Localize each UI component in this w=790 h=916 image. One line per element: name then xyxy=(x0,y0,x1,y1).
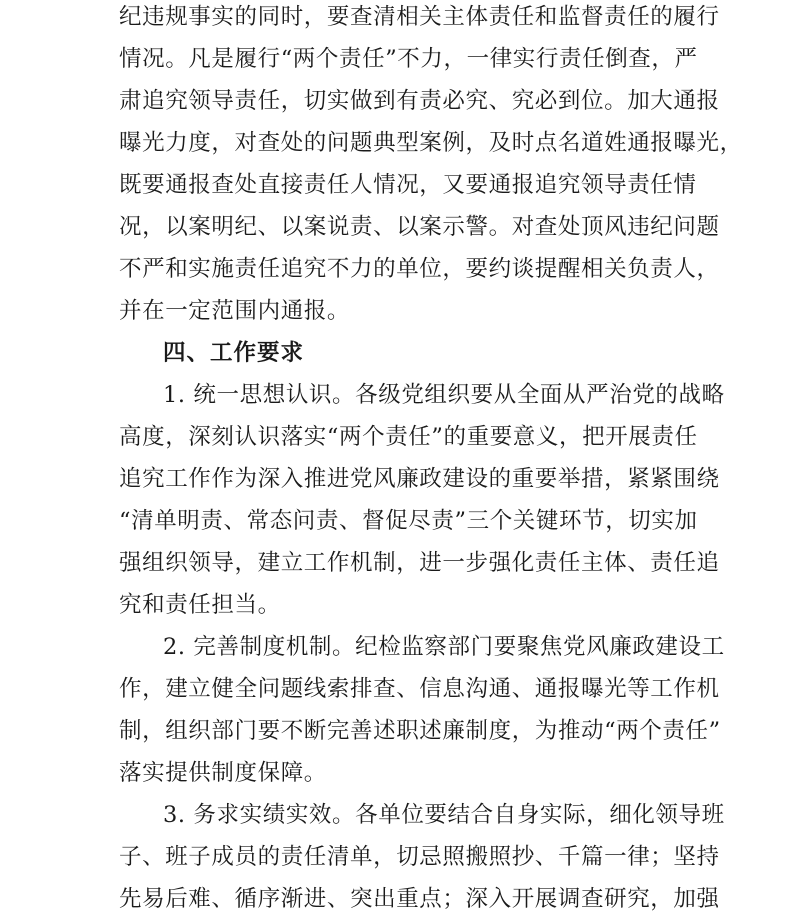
text-line: 究和责任担当。 xyxy=(119,592,281,618)
text-line: 不严和实施责任追究不力的单位，要约谈提醒相关负责人， xyxy=(119,256,720,282)
text-line: 情况。凡是履行“两个责任”不力，一律实行责任倒查，严 xyxy=(119,46,698,72)
paragraph-first-line: 3. 务求实绩实效。各单位要结合自身实际，细化领导班 xyxy=(163,802,725,828)
text-line: 既要通报查处直接责任人情况，又要通报追究领导责任情 xyxy=(119,172,697,198)
text-line: 落实提供制度保障。 xyxy=(119,760,327,786)
text-line: 并在一定范围内通报。 xyxy=(119,298,351,324)
text-line: 先易后难、循序渐进、突出重点；深入开展调查研究，加强 xyxy=(119,886,720,912)
text-line: 子、班子成员的责任清单，切忌照搬照抄、千篇一律；坚持 xyxy=(119,844,720,870)
text-line: 制，组织部门要不断完善述职述廉制度，为推动“两个责任” xyxy=(119,718,721,744)
text-line: “清单明责、常态问责、督促尽责”三个关键环节，切实加 xyxy=(119,508,698,534)
section-heading: 四、工作要求 xyxy=(163,340,305,366)
text-line: 强组织领导，建立工作机制，进一步强化责任主体、责任追 xyxy=(119,550,720,576)
text-line: 作，建立健全问题线索排查、信息沟通、通报曝光等工作机 xyxy=(119,676,720,702)
text-line: 追究工作作为深入推进党风廉政建设的重要举措，紧紧围绕 xyxy=(119,466,720,492)
text-line: 肃追究领导责任，切实做到有责必究、究必到位。加大通报 xyxy=(119,88,720,114)
text-line: 纪违规事实的同时，要查清相关主体责任和监督责任的履行 xyxy=(119,4,720,30)
text-line: 曝光力度，对查处的问题典型案例，及时点名道姓通报曝光， xyxy=(119,130,743,156)
text-line: 况，以案明纪、以案说责、以案示警。对查处顶风违纪问题 xyxy=(119,214,720,240)
paragraph-first-line: 1. 统一思想认识。各级党组织要从全面从严治党的战略 xyxy=(163,382,725,408)
text-line: 高度，深刻认识落实“两个责任”的重要意义，把开展责任 xyxy=(119,424,698,450)
paragraph-first-line: 2. 完善制度机制。纪检监察部门要聚焦党风廉政建设工 xyxy=(163,634,725,660)
